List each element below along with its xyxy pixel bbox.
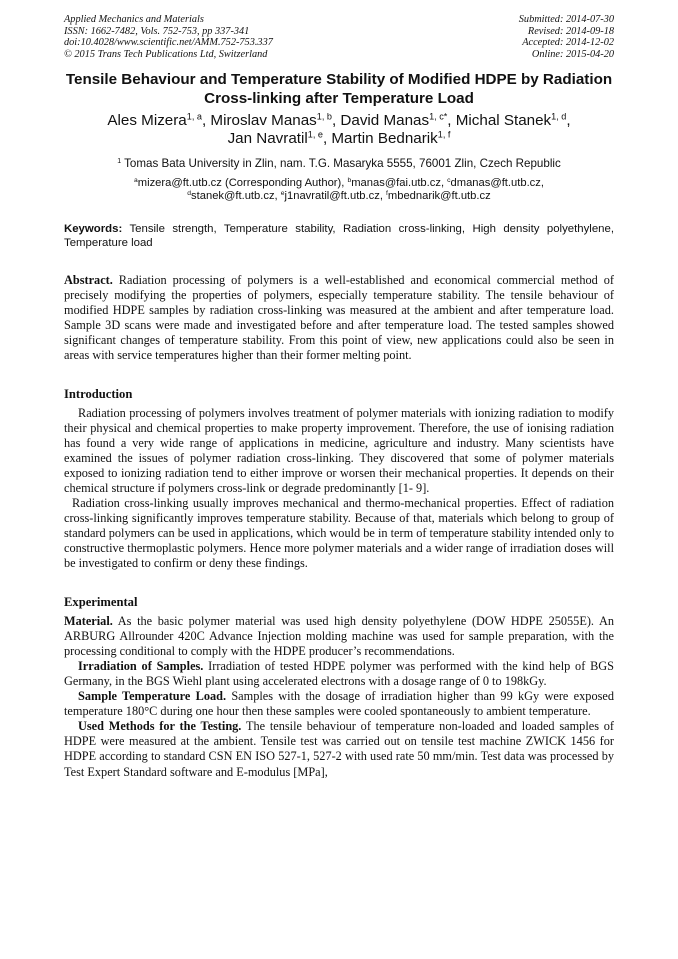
author: Ales Mizera$^{1, a}$, — [107, 111, 211, 129]
abstract-label: Abstract. — [64, 272, 113, 287]
paper-title: Tensile Behaviour and Temperature Stability of Modified HDPE by Radiation Cross-linking after Temperature Load — [65, 71, 613, 107]
journal-issn: ISSN: 1662-7482, Vols. 752-753, pp 337-341 — [64, 25, 250, 37]
author: Jan Navratil$^{1, e}$, — [227, 129, 332, 148]
keywords-label: Keywords: — [64, 222, 123, 235]
journal-info — [64, 14, 273, 60]
experimental-section — [64, 595, 614, 780]
author: Michal Stanek$^{1, d}$, — [455, 111, 571, 129]
keywords — [64, 222, 614, 250]
introduction-section — [64, 387, 614, 572]
methods-label: Used Methods for the Testing. — [78, 719, 242, 734]
experimental-heading: Experimental — [64, 594, 138, 609]
date-accepted: Accepted: 2014-12-02 — [522, 37, 614, 49]
author: Martin Bednarik$^{1, f}$ — [331, 129, 451, 148]
material-paragraph: Material. As the basic polymer material was used high density polyethylene (DOW HDPE 25055E). An ARBURG Allrounder 420C Advance Injection molding machine was used for sample preparation, with the processing conditional to comply with the HDPE producer’s recommendations. — [64, 613, 614, 658]
publication-dates — [519, 14, 614, 60]
temperature-load-paragraph: Sample Temperature Load. Samples with the dosage of irradiation higher than 99 kGy were exposed temperature 180°C during one hour then these samples were cooled spontaneously to ambient temperature. — [64, 689, 614, 719]
introduction-heading: Introduction — [64, 386, 133, 401]
author-list — [64, 112, 614, 149]
irradiation-paragraph: Irradiation of Samples. Irradiation of tested HDPE polymer was performed with the kind help of BGS Germany, in the BGS Wiehl plant using accelerated electrons with a dosage range of 0 to 198kGy. — [64, 658, 615, 688]
abstract — [64, 273, 614, 364]
email[interactable]: $^e$j1navratil@ft.utb.cz, — [280, 190, 387, 203]
author: David Manas$^{1, c*}$, — [340, 111, 456, 129]
journal-header — [64, 14, 614, 60]
introduction-paragraph: Radiation processing of polymers involves treatment of polymer materials with ionizing radiation to modify their physical and chemical properties to make property improvement. Therefore, the use of ionising radiation has found a very wide range of applications in medicine, agriculture and industry. Many scientists have examined the issues of polymer radiation cross-linking. They discovered that some of polymer materials exposed to ionizing radiation tend to either improve or worsen their mechanical properties. It depends on their chemical structure if polymers cross-link or degrade predominantly [1- 9]. — [64, 405, 614, 495]
temperature-load-label: Sample Temperature Load. — [78, 689, 227, 704]
affiliation: $^1$ Tomas Bata University in Zlin, nam. T.G. Masaryka 5555, 76001 Zlin, Czech Republic — [117, 156, 561, 170]
date-online: Online: 2015-04-20 — [531, 48, 614, 60]
email[interactable]: $^f$mbednarik@ft.utb.cz — [386, 190, 491, 203]
email[interactable]: $^a$mizera@ft.utb.cz (Corresponding Author), — [134, 176, 348, 189]
email[interactable]: $^c$dmanas@ft.utb.cz, — [447, 176, 544, 189]
methods-paragraph: Used Methods for the Testing. The tensile behaviour of temperature non-loaded and loaded samples of HDPE were measured at the ambient. Tensile test was carried out on tensile test machine ZWICK 1456 for HDPE according to standard CSN EN ISO 527-1, 527-2 with used rate 50 mm/min. Test data was processed by Test Expert Standard software and E-modulus [MPa], — [64, 719, 614, 779]
paper-page — [64, 14, 614, 780]
date-submitted: Submitted: 2014-07-30 — [518, 14, 614, 25]
date-revised: Revised: 2014-09-18 — [527, 25, 614, 37]
email-list — [64, 177, 614, 204]
journal-copyright: © 2015 Trans Tech Publications Ltd, Switzerland — [64, 48, 268, 60]
email[interactable]: $^b$manas@fai.utb.cz, — [347, 176, 448, 189]
introduction-paragraph: Radiation cross-linking usually improves mechanical and thermo-mechanical properties. Effect of radiation cross-linking significantly improves temperature stability. Because of that, materials which belong to group of standard polymers can be used in applications, which would be in term of temperature stability intended only to constructive thermoplastic polymers. Hence more polymer materials and a wider range of irradiation doses will be investigated to confirm or deny these findings. — [64, 496, 614, 571]
journal-name: Applied Mechanics and Materials — [64, 14, 204, 25]
material-label: Material. — [64, 613, 113, 628]
email[interactable]: $^d$stanek@ft.utb.cz, — [187, 190, 281, 203]
author: Miroslav Manas$^{1, b}$, — [210, 111, 341, 129]
keywords-text: Tensile strength, Temperature stability, Radiation cross-linking, High density polyethylene, Temperature load — [64, 222, 614, 249]
abstract-text: Radiation processing of polymers is a well-established and economical commercial method of precisely modifying the properties of polymers, especially temperature stability. The tensile behaviour of modified HDPE samples by radiation cross-linking was measured at the ambient and after temperature load. Sample 3D scans were made and investigated before and after temperature load. The tested samples showed significant changes of temperature stability. From this point of view, new applications could also be seen in areas with service temperatures higher than their former melting point. — [64, 272, 614, 363]
irradiation-label: Irradiation of Samples. — [78, 658, 204, 673]
journal-doi: doi:10.4028/www.scientific.net/AMM.752-753.337 — [64, 37, 273, 49]
